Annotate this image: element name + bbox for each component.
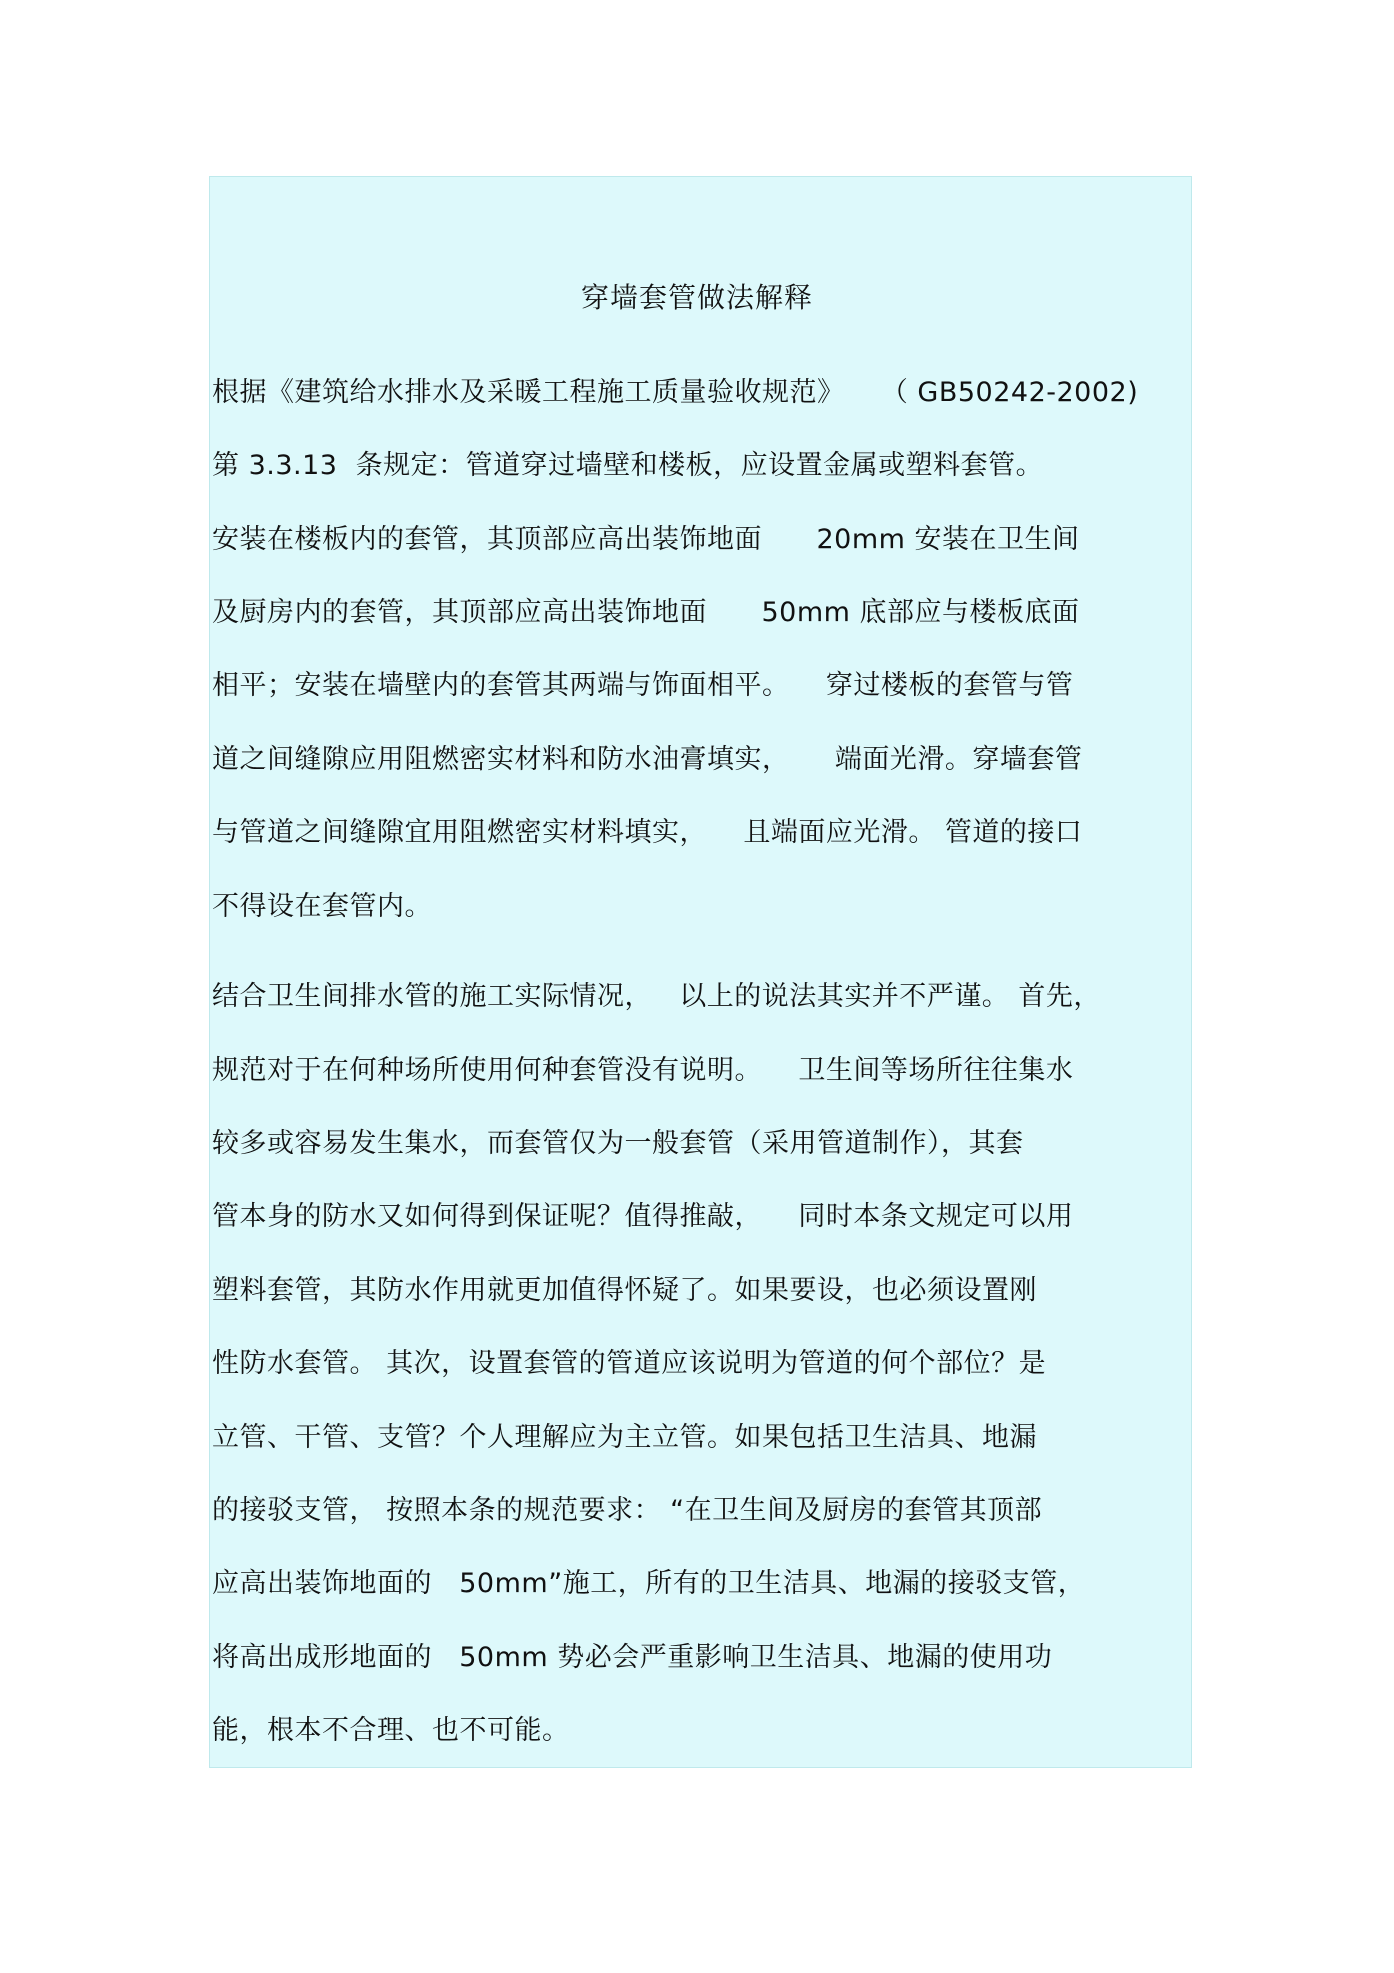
paragraph-1-line-4: 及厨房内的套管，其顶部应高出装饰地面 50mm 底部应与楼板底面 bbox=[212, 597, 1080, 628]
paragraph-2-line-8: 的接驳支管， 按照本条的规范要求： “在卫生间及厨房的套管其顶部 bbox=[212, 1495, 1043, 1526]
paragraph-1-line-7: 与管道之间缝隙宜用阻燃密实材料填实， 且端面应光滑。 管道的接口 bbox=[212, 817, 1083, 848]
paragraph-2-line-3: 较多或容易发生集水，而套管仅为一般套管（采用管道制作），其套 bbox=[212, 1128, 1024, 1159]
paragraph-1-line-1: 根据《建筑给水排水及采暖工程施工质量验收规范》 （ GB50242-2002) bbox=[212, 377, 1139, 408]
paragraph-2-line-4: 管本身的防水又如何得到保证呢？值得推敲， 同时本条文规定可以用 bbox=[212, 1201, 1074, 1232]
paragraph-2-line-10: 将高出成形地面的 50mm 势必会严重影响卫生洁具、地漏的使用功 bbox=[212, 1642, 1053, 1673]
paragraph-1-line-5: 相平；安装在墙壁内的套管其两端与饰面相平。 穿过楼板的套管与管 bbox=[212, 670, 1074, 701]
paragraph-2-line-2: 规范对于在何种场所使用何种套管没有说明。 卫生间等场所往往集水 bbox=[212, 1055, 1074, 1086]
paragraph-2-line-5: 塑料套管，其防水作用就更加值得怀疑了。如果要设，也必须设置刚 bbox=[212, 1275, 1037, 1306]
paragraph-2-line-7: 立管、干管、支管？个人理解应为主立管。如果包括卫生洁具、地漏 bbox=[212, 1422, 1037, 1453]
paragraph-2-line-11: 能，根本不合理、也不可能。 bbox=[212, 1715, 570, 1746]
paragraph-1-line-6: 道之间缝隙应用阻燃密实材料和防水油膏填实， 端面光滑。穿墙套管 bbox=[212, 744, 1083, 775]
paragraph-1-line-2: 第 3.3.13 条规定：管道穿过墙壁和楼板，应设置金属或塑料套管。 bbox=[212, 450, 1044, 481]
document-title: 穿墙套管做法解释 bbox=[580, 281, 813, 314]
paragraph-2-line-9: 应高出装饰地面的 50mm”施工，所有的卫生洁具、地漏的接驳支管， bbox=[212, 1568, 1086, 1599]
paragraph-1-line-8: 不得设在套管内。 bbox=[212, 891, 432, 922]
paragraph-2-line-1: 结合卫生间排水管的施工实际情况， 以上的说法其实并不严谨。 首先， bbox=[212, 981, 1101, 1012]
paragraph-2-line-6: 性防水套管。 其次，设置套管的管道应该说明为管道的何个部位？是 bbox=[212, 1348, 1047, 1379]
paragraph-1-line-3: 安装在楼板内的套管，其顶部应高出装饰地面 20mm 安装在卫生间 bbox=[212, 524, 1080, 555]
